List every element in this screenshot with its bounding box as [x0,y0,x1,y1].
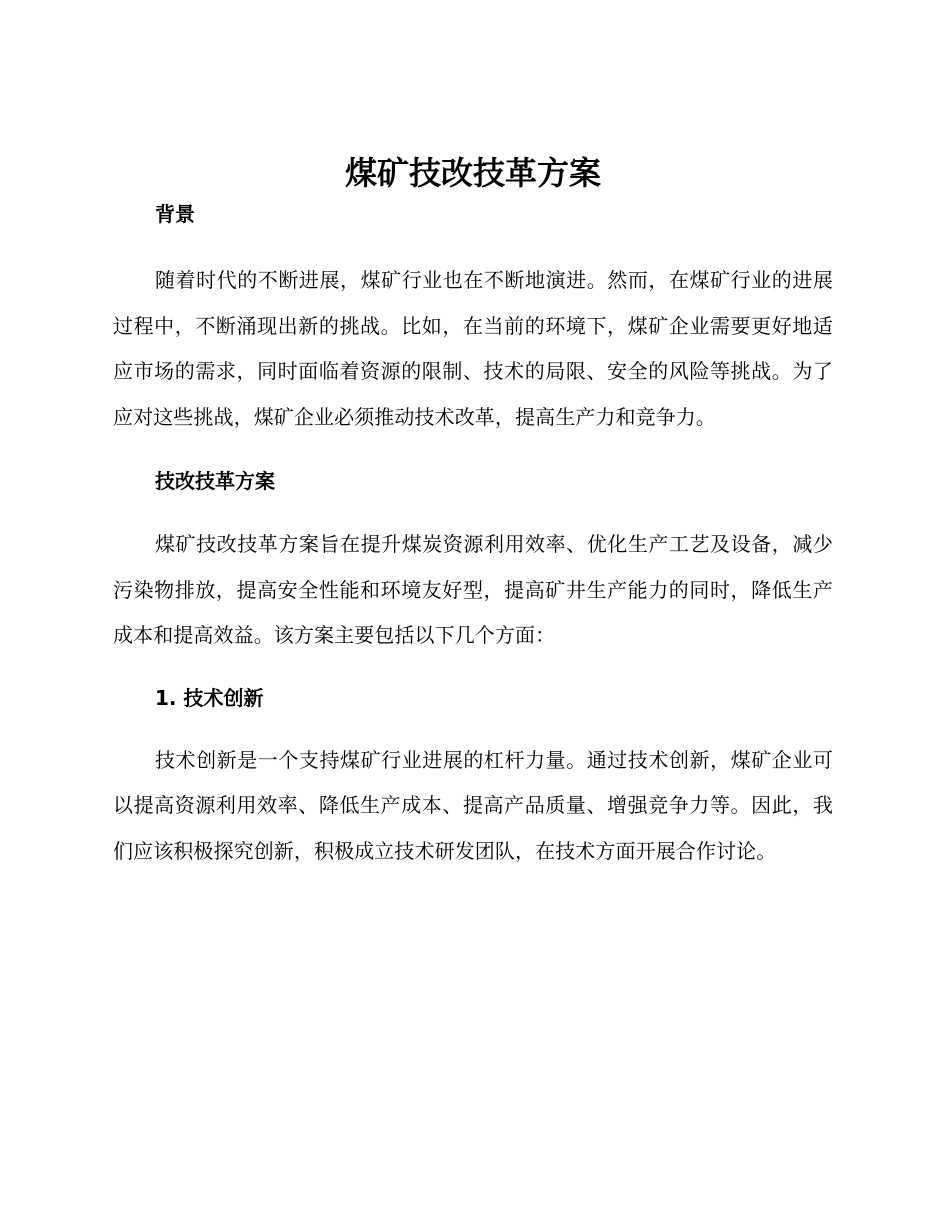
paragraph-plan: 煤矿技改技革方案旨在提升煤炭资源利用效率、优化生产工艺及设备，减少污染物排放，提高安全性能和环境友好型，提高矿井生产能力的同时，降低生产成本和提高效益。该方案主要包括以下几个方面： [113,532,833,647]
section-heading-plan: 技改技革方案 [155,469,275,493]
document-title: 煤矿技改技革方案 [344,154,601,192]
paragraph-background: 随着时代的不断进展，煤矿行业也在不断地演进。然而，在煤矿行业的进展过程中，不断涌现出新的挑战。比如，在当前的环境下，煤矿企业需要更好地适应市场的需求，同时面临着资源的限制、技术的局限、安全的风险等挑战。为了应对这些挑战，煤矿企业必须推动技术改革，提高生产力和竞争力。 [113,268,833,429]
section-heading-tech-innovation: 1. 技术创新 [155,685,264,710]
document-page [113,150,833,874]
paragraph-tech-innovation: 技术创新是一个支持煤矿行业进展的杠杆力量。通过技术创新，煤矿企业可以提高资源利用效率、降低生产成本、提高产品质量、增强竞争力等。因此，我们应该积极探究创新，积极成立技术研发团队，在技术方面开展合作讨论。 [113,747,833,863]
section-heading-background: 背景 [155,202,195,226]
